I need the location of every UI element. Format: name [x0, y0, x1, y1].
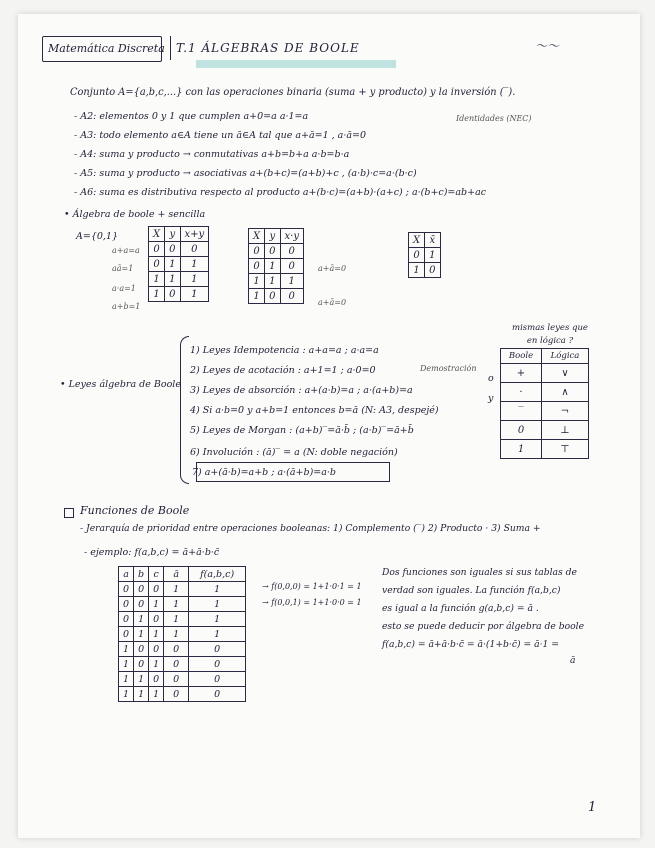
- or-header-y: y: [165, 227, 180, 242]
- explanation-line-6: ā: [570, 655, 576, 666]
- table-cell: 1: [164, 627, 189, 642]
- explanation-line-3: es igual a la función g(a,b,c) = ā .: [382, 603, 539, 614]
- explanation-line-4: esto se puede deducir por álgebra de boole: [382, 621, 585, 632]
- table-cell: 0: [165, 287, 180, 302]
- table-cell: 0: [425, 263, 440, 278]
- table-cell: 1: [149, 287, 165, 302]
- fn-header-a: a: [119, 567, 134, 582]
- table-cell: 0: [164, 672, 189, 687]
- functions-heading: Funciones de Boole: [80, 504, 190, 517]
- table-cell: 1: [189, 582, 246, 597]
- table-cell: 0: [134, 582, 149, 597]
- table-cell: ¬: [542, 402, 589, 421]
- topic-highlight: [196, 60, 396, 68]
- table-cell: 0: [165, 242, 180, 257]
- table-cell: ‾: [501, 402, 542, 421]
- and-header-xy: x·y: [280, 229, 303, 244]
- axiom-a2: - A2: elementos 0 y 1 que cumplen a+0=a a·1=a: [74, 111, 309, 122]
- or-header-x: X: [149, 227, 165, 242]
- table-cell: 1: [180, 287, 209, 302]
- table-cell: 0: [265, 244, 280, 259]
- logic-header-logica: Lógica: [542, 349, 589, 364]
- axiom-a5: - A5: suma y producto → asociativas a+(b+c)=(a+b)+c , (a·b)·c=a·(b·c): [74, 168, 417, 179]
- table-cell: 1: [249, 289, 265, 304]
- table-cell: 0: [249, 244, 265, 259]
- side-mark-o: o: [488, 373, 494, 384]
- axiom-a6: - A6: suma es distributiva respecto al producto a+(b·c)=(a+b)·(a+c) ; a·(b+c)=ab+ac: [74, 187, 487, 198]
- not-header-xbar: x̄: [425, 233, 440, 248]
- table-cell: 0: [164, 687, 189, 702]
- table-cell: 0: [134, 657, 149, 672]
- table-cell: 0: [164, 642, 189, 657]
- table-cell: 0: [164, 657, 189, 672]
- table-cell: 1: [180, 272, 209, 287]
- table-cell: 1: [164, 582, 189, 597]
- law-6: 6) Involución : (ā)‾ = a (N: doble negación): [190, 447, 398, 458]
- table-cell: 1: [119, 642, 134, 657]
- table-cell: ∨: [542, 364, 589, 383]
- not-header-x: X: [409, 233, 425, 248]
- table-cell: 0: [134, 642, 149, 657]
- table-cell: 0: [501, 421, 542, 440]
- table-cell: ⊤: [542, 440, 589, 459]
- and-note-2: a+ā=0: [318, 298, 347, 307]
- example-line: - ejemplo: f(a,b,c) = ā+ā·b·c̄: [84, 547, 220, 558]
- laws-label: • Leyes álgebra de Boole: [60, 379, 181, 390]
- table-cell: 1: [134, 612, 149, 627]
- table-cell: 1: [149, 272, 165, 287]
- table-cell: 1: [149, 597, 164, 612]
- boole-logic-table: [500, 348, 589, 459]
- set-label: A={0,1}: [76, 231, 119, 242]
- table-cell: 0: [149, 642, 164, 657]
- table-cell: 0: [409, 248, 425, 263]
- law-1: 1) Leyes Idempotencia : a+a=a ; a·a=a: [190, 345, 379, 356]
- table-cell: 1: [149, 657, 164, 672]
- function-truth-table: [118, 566, 246, 702]
- table-cell: 0: [119, 582, 134, 597]
- topic-title: T.1 ÁLGEBRAS DE BOOLE: [176, 41, 360, 55]
- table-cell: 1: [189, 627, 246, 642]
- table-cell: ·: [501, 383, 542, 402]
- row-note-3: a·a=1: [112, 284, 136, 293]
- table-cell: 0: [189, 687, 246, 702]
- table-cell: +: [501, 364, 542, 383]
- table-cell: 1: [409, 263, 425, 278]
- not-truth-table: [408, 232, 441, 278]
- and-header-y: y: [265, 229, 280, 244]
- table-cell: 0: [180, 242, 209, 257]
- intro-line: Conjunto A={a,b,c,...} con las operaciones binaria (suma + y producto) y la inversión (‾).: [70, 87, 516, 98]
- fn-header-c: c: [149, 567, 164, 582]
- table-cell: 0: [265, 289, 280, 304]
- explanation-line-5: f(a,b,c) = ā+ā·b·c̄ = ā·(1+b·c̄) = ā·1 =: [382, 639, 559, 650]
- corner-doodle: 〜〜: [535, 39, 560, 53]
- table-cell: 1: [164, 597, 189, 612]
- table-cell: 0: [149, 672, 164, 687]
- table-cell: 1: [180, 257, 209, 272]
- hierarchy-line: - Jerarquía de prioridad entre operaciones booleanas: 1) Complemento (‾) 2) Producto · 3) Suma +: [80, 523, 541, 534]
- law-3: 3) Leyes de absorción : a+(a·b)=a ; a·(a+b)=a: [190, 385, 413, 396]
- or-truth-table: [148, 226, 209, 302]
- table-cell: 0: [149, 257, 165, 272]
- law-5: 5) Leyes de Morgan : (a+b)‾=ā·b̄ ; (a·b)‾=ā+b̄: [190, 425, 414, 436]
- row-note-1: a+a=a: [112, 246, 140, 255]
- table-cell: 1: [265, 274, 280, 289]
- table-cell: 0: [134, 597, 149, 612]
- explanation-line-2: verdad son iguales. La función f(a,b,c): [382, 585, 561, 596]
- fn-header-abar: ā: [164, 567, 189, 582]
- table-cell: 1: [134, 687, 149, 702]
- table-cell: 0: [149, 582, 164, 597]
- table-cell: 0: [149, 612, 164, 627]
- row-note-2: aā=1: [112, 264, 134, 273]
- law-7: 7) a+(ā·b)=a+b ; a·(ā+b)=a·b: [192, 467, 337, 478]
- table-cell: 1: [149, 687, 164, 702]
- section-bullet-icon: [64, 508, 74, 518]
- axiom-a4: - A4: suma y producto → conmutativas a+b=b+a a·b=b·a: [74, 149, 350, 160]
- table-cell: 0: [149, 242, 165, 257]
- and-note-1: a+ā=0: [318, 264, 347, 273]
- table-cell: 1: [501, 440, 542, 459]
- table-cell: 0: [280, 259, 303, 274]
- table-cell: ∧: [542, 383, 589, 402]
- side-mark-y: y: [488, 393, 494, 404]
- table-cell: 0: [189, 657, 246, 672]
- table-cell: 0: [119, 627, 134, 642]
- table-cell: 1: [265, 259, 280, 274]
- identity-note: Identidades (NEC): [456, 114, 532, 123]
- table-cell: 0: [189, 672, 246, 687]
- table-cell: 1: [189, 612, 246, 627]
- table-cell: 1: [119, 657, 134, 672]
- subject-title: Matemática Discreta: [48, 42, 165, 55]
- table-cell: 1: [189, 597, 246, 612]
- laws-brace: [180, 336, 189, 484]
- table-cell: 1: [149, 627, 164, 642]
- logic-header-boole: Boole: [501, 349, 542, 364]
- explanation-line-1: Dos funciones son iguales si sus tablas de: [382, 567, 577, 578]
- table-cell: 1: [134, 627, 149, 642]
- table-cell: 1: [134, 672, 149, 687]
- or-header-xy: x+y: [180, 227, 209, 242]
- eval-1: → f(0,0,0) = 1+1·0·1 = 1: [262, 582, 362, 591]
- table-cell: 1: [165, 257, 180, 272]
- page-number: 1: [588, 800, 597, 815]
- table-cell: 0: [119, 612, 134, 627]
- table-cell: 1: [165, 272, 180, 287]
- table-cell: 1: [119, 687, 134, 702]
- simple-algebra-heading: • Álgebra de boole + sencilla: [64, 209, 206, 220]
- law-2: 2) Leyes de acotación : a+1=1 ; a·0=0: [190, 365, 376, 376]
- table-cell: 1: [119, 672, 134, 687]
- eval-2: → f(0,0,1) = 1+1·0·0 = 1: [262, 598, 362, 607]
- law-4: 4) Si a·b=0 y a+b=1 entonces b=ā (N: A3, despejé): [190, 405, 439, 416]
- and-truth-table: [248, 228, 304, 304]
- and-header-x: X: [249, 229, 265, 244]
- table-cell: 0: [280, 244, 303, 259]
- table-cell: 0: [249, 259, 265, 274]
- row-note-4: a+b=1: [112, 302, 141, 311]
- table-cell: 0: [280, 289, 303, 304]
- logic-caption: mismas leyes que en lógica ?: [512, 323, 588, 346]
- table-cell: 0: [189, 642, 246, 657]
- fn-header-f: f(a,b,c): [189, 567, 246, 582]
- fn-header-b: b: [134, 567, 149, 582]
- demo-note: Demostración: [420, 364, 477, 373]
- table-cell: 1: [425, 248, 440, 263]
- table-cell: 1: [164, 612, 189, 627]
- table-cell: 1: [249, 274, 265, 289]
- table-cell: ⊥: [542, 421, 589, 440]
- table-cell: 0: [119, 597, 134, 612]
- table-cell: 1: [280, 274, 303, 289]
- axiom-a3: - A3: todo elemento a∈A tiene un ā∈A tal que a+ā=1 , a·ā=0: [74, 130, 367, 141]
